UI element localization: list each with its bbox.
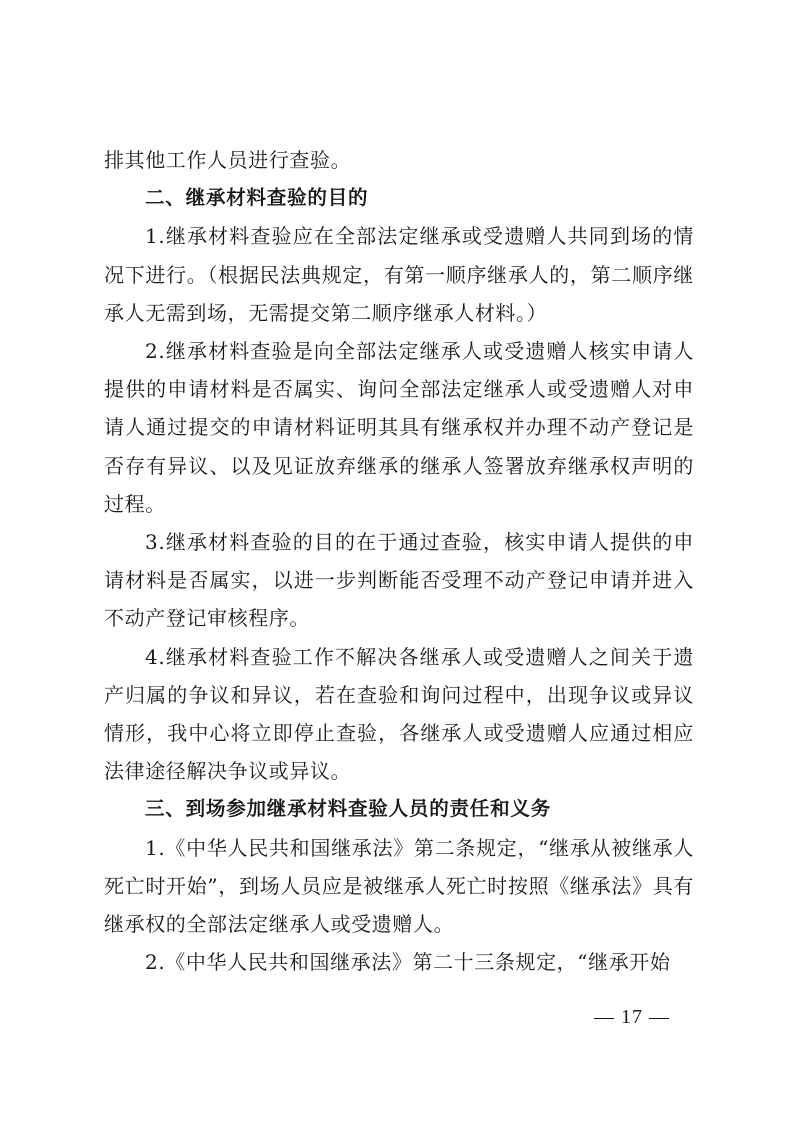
paragraph-item-1: 1.继承材料查验应在全部法定继承或受遗赠人共同到场的情况下进行。（根据民法典规定，有第一顺序继承人的，第二顺序继承人无需到场，无需提交第二顺序继承人材料。） bbox=[104, 224, 694, 325]
section-heading-purpose: 二、继承材料查验的目的 bbox=[145, 186, 369, 210]
paragraph-continuation: 排其他工作人员进行查验。 bbox=[104, 148, 352, 172]
section-heading-duties: 三、到场参加继承材料查验人员的责任和义务 bbox=[145, 797, 552, 821]
paragraph-duty-1: 1.《中华人民共和国继承法》第二条规定，“继承从被继承人死亡时开始”，到场人员应是被继承人死亡时按照《继承法》具有继承权的全部法定继承人或受遗赠人。 bbox=[104, 835, 694, 937]
paragraph-duty-2: 2.《中华人民共和国继承法》第二十三条规定，“继承开始 bbox=[145, 950, 671, 975]
paragraph-item-2: 2.继承材料查验是向全部法定继承人或受遗赠人核实申请人提供的申请材料是否属实、询问全部法定继承人或受遗赠人对申请人通过提交的申请材料证明其具有继承权并办理不动产登记是否存有异议、以及见证放弃继承的继承人签署放弃继承权声明的过程。 bbox=[104, 339, 694, 516]
page-number: — 17 — bbox=[594, 1006, 670, 1028]
document-body bbox=[104, 141, 694, 981]
paragraph-item-3: 3.继承材料查验的目的在于通过查验，核实申请人提供的申请材料是否属实，以进一步判断能否受理不动产登记申请并进入不动产登记审核程序。 bbox=[104, 530, 694, 631]
paragraph-item-4: 4.继承材料查验工作不解决各继承人或受遗赠人之间关于遗产归属的争议和异议，若在查验和询问过程中，出现争议或异议情形，我中心将立即停止查验，各继承人或受遗赠人应通过相应法律途径解决争议或异议。 bbox=[104, 644, 694, 784]
